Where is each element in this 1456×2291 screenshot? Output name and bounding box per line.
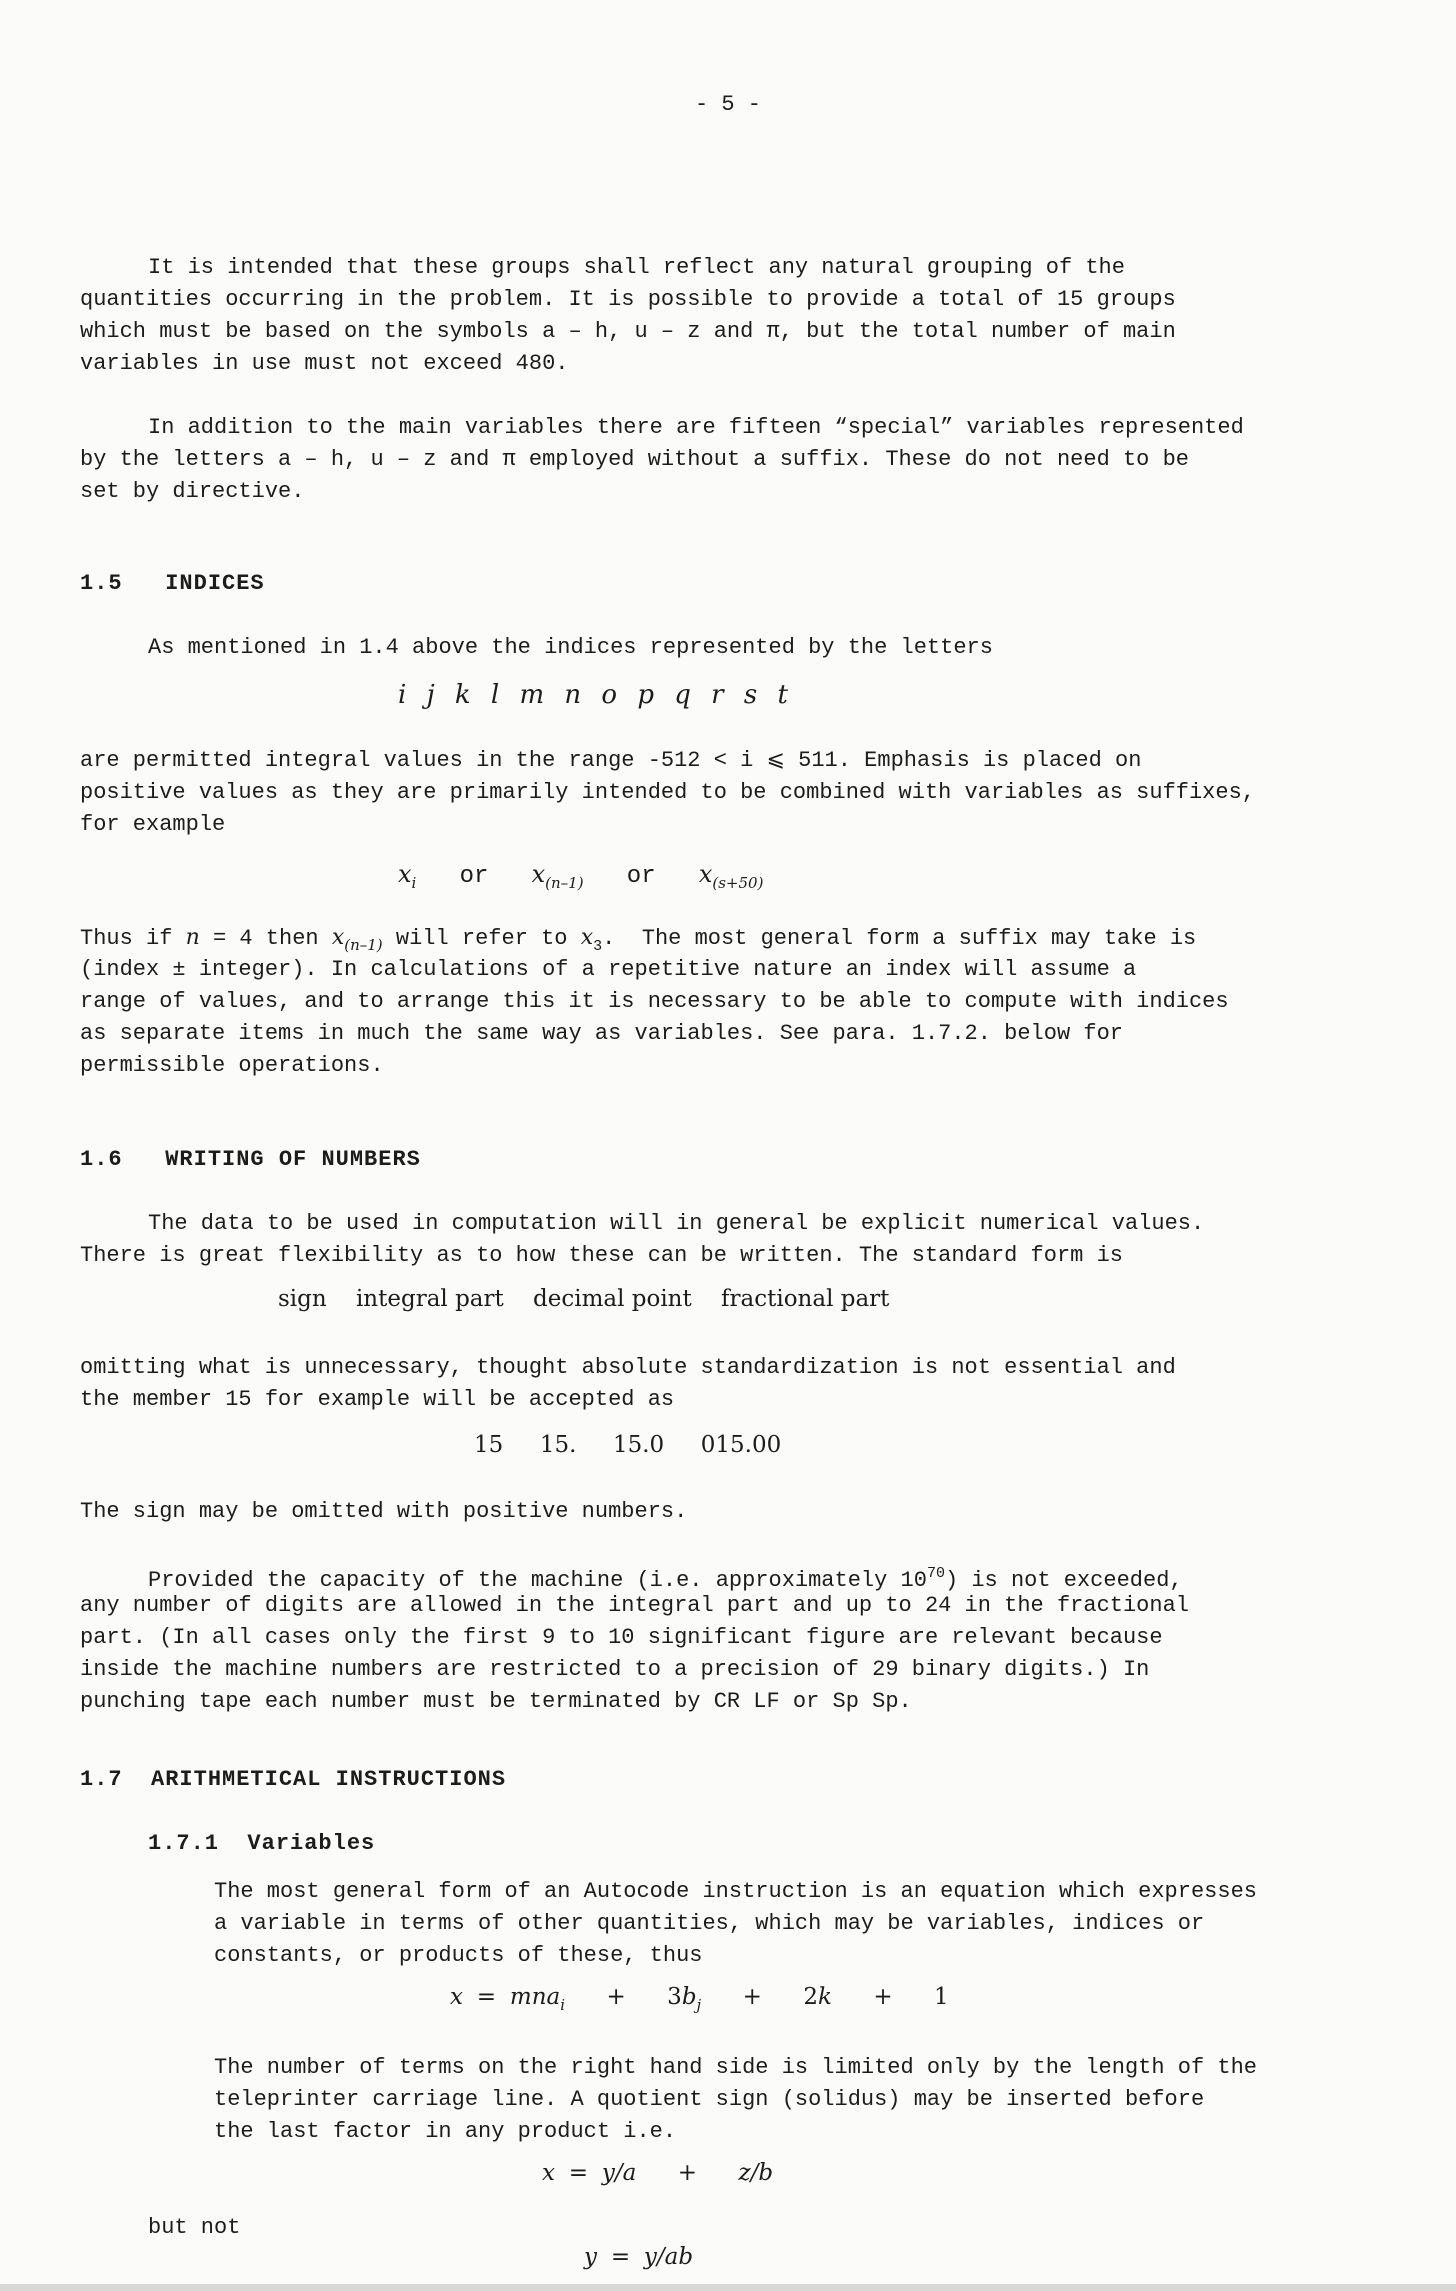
- section-heading-1-6: [80, 1144, 421, 1176]
- paragraph-line: permissible operations.: [80, 1053, 384, 1078]
- page-edge: [0, 2284, 1456, 2291]
- paragraph-line: punching tape each number must be terminated by CR LF or Sp Sp.: [80, 1689, 912, 1714]
- paragraph-line: The most general form of an Autocode instruction is an equation which expresses: [214, 1879, 1257, 1904]
- paragraph-line: for example: [80, 812, 226, 837]
- section-number: 1.5: [80, 571, 123, 596]
- paragraph-line: There is great flexibility as to how these can be written. The standard form is: [80, 1243, 1123, 1268]
- paragraph-line: The sign may be omitted with positive numbers.: [80, 1499, 688, 1524]
- paragraph-line: (index ± integer). In calculations of a repetitive nature an index will assume a: [80, 957, 1137, 982]
- paragraph-line: constants, or products of these, thus: [214, 1943, 703, 1968]
- paragraph-line: any number of digits are allowed in the integral part and up to 24 in the fractional: [80, 1593, 1189, 1618]
- section-number: 1.7: [80, 1767, 123, 1792]
- section-title: ARITHMETICAL INSTRUCTIONS: [151, 1767, 507, 1792]
- paragraph-line: which must be based on the symbols a – h, u – z and π, but the total number of main: [80, 319, 1176, 344]
- paragraph-line: a variable in terms of other quantities, which may be variables, indices or: [214, 1911, 1205, 1936]
- paragraph-line: range of values, and to arrange this it is necessary to be able to compute with indices: [80, 989, 1229, 1014]
- paragraph-line: In addition to the main variables there are fifteen “special” variables represented: [148, 415, 1244, 440]
- page-number: - 5 -: [694, 92, 761, 117]
- paragraph-line: set by directive.: [80, 479, 305, 504]
- paragraph-line: It is intended that these groups shall reflect any natural grouping of the: [148, 255, 1125, 280]
- equation-1: x = mna$_i$ + $3b_j$ + 2k + 1: [450, 1984, 949, 2014]
- paragraph-line: positive values as they are primarily intended to be combined with variables as suffixes,: [80, 780, 1255, 805]
- paragraph-line: The data to be used in computation will in general be explicit numerical values.: [148, 1211, 1205, 1236]
- equation-3: y = y/ab: [584, 2244, 694, 2270]
- paragraph-line: the member 15 for example will be accepted as: [80, 1387, 675, 1412]
- section-title: WRITING OF NUMBERS: [165, 1147, 421, 1172]
- suffix-example: $x_i$ or $x_{(n-1)}$ or $x_{(s+50)}$: [398, 860, 764, 892]
- paragraph-line: omitting what is unnecessary, thought absolute standardization is not essential and: [80, 1355, 1176, 1380]
- paragraph-line: are permitted integral values in the range -512 < i ⩽ 511. Emphasis is placed on: [80, 748, 1142, 773]
- section-heading-1-7: [80, 1764, 506, 1796]
- paragraph-line: teleprinter carriage line. A quotient sign (solidus) may be inserted before: [214, 2087, 1205, 2112]
- paragraph-line: The number of terms on the right hand side is limited only by the length of the: [214, 2055, 1257, 2080]
- paragraph-line: but not: [148, 2215, 241, 2240]
- paragraph-line: part. (In all cases only the first 9 to 10 significant figure are relevant because: [80, 1625, 1163, 1650]
- section-heading-1-5: [80, 568, 265, 600]
- subsection-heading-1-7-1: 1.7.1 Variables: [148, 1831, 376, 1856]
- number-examples: 15 15. 15.0 015.00: [474, 1432, 782, 1458]
- paragraph-line: the last factor in any product i.e.: [214, 2119, 677, 2144]
- section-title: INDICES: [165, 571, 265, 596]
- paragraph-line: by the letters a – h, u – z and π employed without a suffix. These do not need to be: [80, 447, 1189, 472]
- paragraph-line: inside the machine numbers are restricted to a precision of 29 binary digits.) In: [80, 1657, 1150, 1682]
- paragraph-line: Provided the capacity of the machine (i.e. approximately $10^{70}$) is not exceeded,: [148, 1565, 1183, 1593]
- section-number: 1.6: [80, 1147, 123, 1172]
- paragraph-line: quantities occurring in the problem. It is possible to provide a total of 15 groups: [80, 287, 1176, 312]
- paragraph-line: As mentioned in 1.4 above the indices represented by the letters: [148, 635, 993, 660]
- index-letters: i j k l m n o p q r s t: [398, 680, 794, 710]
- paragraph-line: as separate items in much the same way as variables. See para. 1.7.2. below for: [80, 1021, 1123, 1046]
- paragraph-line: Thus if n = 4 then $x_{(n-1)}$ will refer to $x_3$. The most general form a suffix may take is: [80, 925, 1197, 955]
- standard-form: sign integral part decimal point fractional part: [278, 1286, 890, 1312]
- equation-2: x = y/a + z/b: [542, 2160, 774, 2186]
- paragraph-line: variables in use must not exceed 480.: [80, 351, 569, 376]
